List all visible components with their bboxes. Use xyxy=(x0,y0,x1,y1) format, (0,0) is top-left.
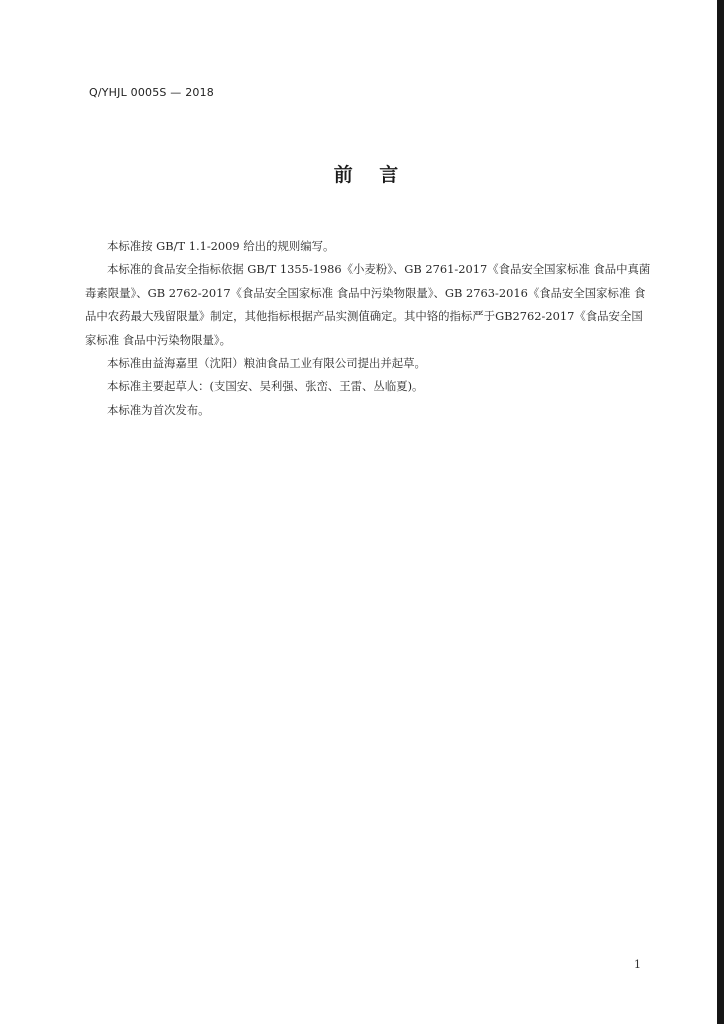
paragraph-first-release: 本标准为首次发布。 xyxy=(107,402,210,417)
foreword-body xyxy=(85,235,651,422)
paragraph-safety-indicators: 本标准的食品安全指标依据 GB/T 1355-1986《小麦粉》、GB 2761-2017《食品安全国家标准 食品中真菌毒素限量》、GB 2762-2017《食品安全国家标准 食品中污染物限量》、GB 2763-2016《食品安全国家标准 食品中农药最大残留限量》制定，其他指标根据产品实测值确定。其中铬的指标严于GB2762-2017《食品安全国家标准 食品中污染物限量》。 xyxy=(85,262,651,347)
document-code: Q/YHJL 0005S — 2018 xyxy=(89,86,214,99)
paragraph-proposer: 本标准由益海嘉里（沈阳）粮油食品工业有限公司提出并起草。 xyxy=(107,356,426,371)
paragraph-drafters: 本标准主要起草人：(支国安、吴利强、张峦、王雷、丛临夏)。 xyxy=(107,379,424,394)
scan-edge xyxy=(717,0,724,1024)
paragraph-drafting-rules: 本标准按 GB/T 1.1-2009 给出的规则编写。 xyxy=(107,239,335,253)
page-title: 前 言 xyxy=(333,164,399,186)
page-number: 1 xyxy=(634,958,641,971)
